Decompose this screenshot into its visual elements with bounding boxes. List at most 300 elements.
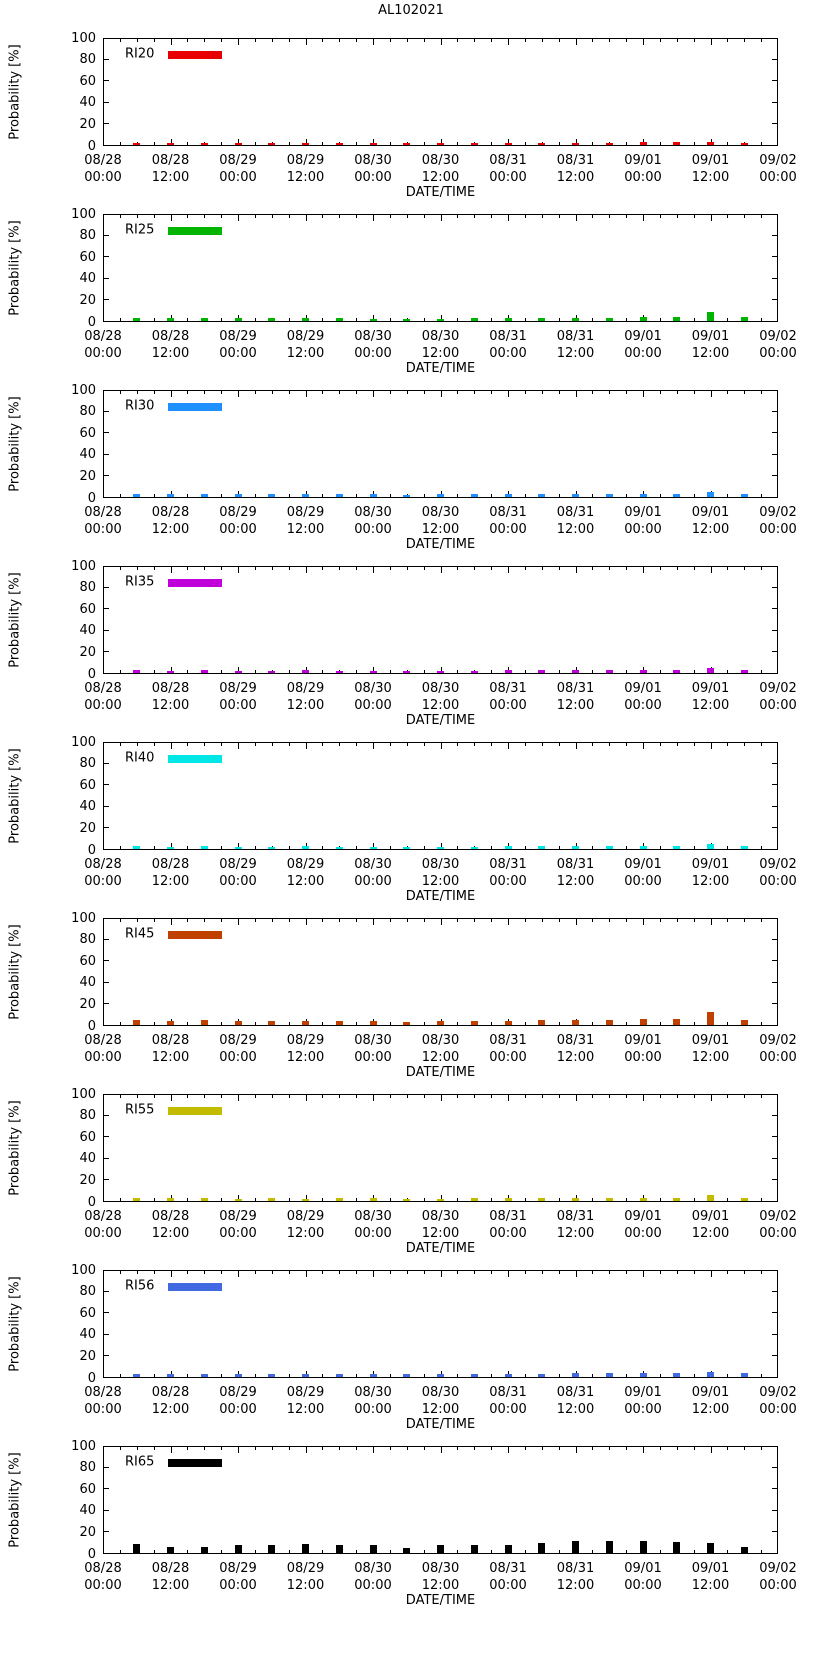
x-tick-mark [221,1447,222,1450]
panel-ri45 [0,910,822,1094]
y-tick-mark [104,1291,109,1292]
x-tick-mark [457,318,458,321]
y-tick-mark [772,1488,777,1489]
x-tick-mark [761,1550,762,1553]
y-tick-mark [104,1334,109,1335]
x-tick-mark [744,1095,745,1098]
x-tick-mark [306,39,307,45]
y-tick-label: 60 [79,953,96,969]
x-tick-time: 00:00 [354,346,392,361]
y-tick-mark [772,763,777,764]
x-tick-mark [711,1271,712,1277]
x-tick-mark [525,567,526,570]
x-tick-mark [626,1271,627,1274]
legend-label: RI55 [125,1102,155,1118]
x-tick-label [473,1560,543,1594]
x-tick-time: 00:00 [219,522,257,537]
x-tick-mark [744,391,745,394]
legend [125,44,222,62]
x-tick-mark [491,919,492,922]
y-tick-mark [772,827,777,828]
bar [370,1021,377,1025]
x-tick-time: 12:00 [151,1578,190,1593]
x-tick-time: 00:00 [489,698,527,713]
x-tick-mark [221,567,222,570]
x-tick-mark [761,142,762,145]
panel-ri65 [0,1438,822,1622]
y-tick-label: 100 [71,558,96,574]
x-tick-date: 08/29 [219,1385,257,1400]
x-tick-mark [643,919,644,925]
x-tick-mark [424,567,425,570]
x-tick-label [608,1560,678,1594]
x-tick-mark [761,1022,762,1025]
y-tick-mark [772,1355,777,1356]
x-tick-time: 12:00 [421,874,460,889]
y-tick-mark [104,939,109,940]
x-tick-time: 12:00 [691,1050,730,1065]
y-tick-mark [772,1510,777,1511]
y-tick-label: 100 [71,1262,96,1278]
x-tick-mark [694,1271,695,1274]
x-tick-mark [390,1374,391,1377]
x-tick-mark [322,670,323,673]
x-tick-mark [373,743,374,749]
x-tick-mark [694,743,695,746]
x-tick-date: 08/28 [151,505,190,520]
y-tick-mark [772,102,777,103]
x-tick-time: 12:00 [556,1226,595,1241]
x-tick-mark [626,391,627,394]
x-tick-mark [474,391,475,394]
y-tick-mark [772,784,777,785]
x-tick-time: 12:00 [691,1578,730,1593]
x-tick-mark [154,1198,155,1201]
x-tick-label [406,1032,476,1066]
x-tick-time: 00:00 [759,346,797,361]
x-tick-mark [255,1447,256,1450]
y-tick-label: 80 [79,52,96,68]
y-tick-mark [772,475,777,476]
x-tick-label [136,1032,206,1066]
y-tick-mark [104,784,109,785]
x-tick-mark [542,215,543,218]
bar [133,670,140,673]
y-tick-mark [772,1334,777,1335]
x-tick-mark [727,318,728,321]
x-tick-mark [744,1271,745,1274]
x-tick-time: 00:00 [759,170,797,185]
x-tick-mark [525,1447,526,1450]
x-tick-mark [491,1447,492,1450]
x-tick-mark [238,391,239,397]
x-tick-mark [441,1095,442,1101]
x-tick-label [406,328,476,362]
x-tick-date: 08/29 [286,681,325,696]
x-tick-mark [559,1095,560,1098]
y-tick-mark [104,1003,109,1004]
x-tick-mark [424,1198,425,1201]
y-tick-mark [772,1136,777,1137]
x-tick-label [271,1208,341,1242]
x-tick-time: 12:00 [421,522,460,537]
bar [471,1374,478,1377]
x-tick-mark [390,1022,391,1025]
legend-swatch [168,755,222,763]
x-tick-mark [491,391,492,394]
legend-label: RI45 [125,926,155,942]
x-tick-label [541,1208,611,1242]
x-tick-label [406,1384,476,1418]
x-tick-date: 08/30 [354,1561,392,1576]
x-tick-mark [694,1198,695,1201]
y-axis-title: Probability [%] [7,1100,23,1196]
y-tick-label: 40 [79,799,96,815]
x-tick-mark [255,494,256,497]
x-tick-mark [761,1447,762,1450]
bar [538,143,545,145]
x-tick-mark [711,1095,712,1101]
y-tick-mark [104,123,109,124]
x-tick-mark [761,39,762,42]
x-tick-mark [559,318,560,321]
x-tick-mark [154,567,155,570]
x-tick-mark [643,743,644,749]
x-tick-mark [761,1374,762,1377]
x-tick-mark [474,1095,475,1098]
x-tick-label [743,856,813,890]
bar [201,846,208,849]
y-tick-label: 40 [79,1151,96,1167]
x-tick-mark [592,1550,593,1553]
bar [302,670,309,673]
x-tick-mark [457,919,458,922]
x-tick-mark [559,1374,560,1377]
x-tick-mark [339,743,340,746]
y-tick-mark [772,299,777,300]
bar [437,494,444,497]
bar [673,494,680,497]
x-tick-mark [592,142,593,145]
x-tick-mark [626,1095,627,1098]
x-tick-mark [289,215,290,218]
x-tick-mark [238,1271,239,1277]
bar [437,319,444,321]
x-tick-mark [727,1550,728,1553]
y-tick-mark [772,278,777,279]
x-tick-time: 12:00 [286,1050,325,1065]
x-tick-time: 12:00 [151,522,190,537]
x-tick-label [406,1560,476,1594]
x-tick-date: 08/31 [556,329,595,344]
x-tick-mark [154,318,155,321]
legend-label: RI20 [125,46,155,62]
x-tick-mark [592,215,593,218]
bar [268,1198,275,1201]
bar [471,318,478,321]
bar [201,318,208,321]
x-tick-mark [272,567,273,570]
y-tick-mark [772,651,777,652]
bar [538,1374,545,1377]
x-tick-mark [559,846,560,849]
x-axis-title: DATE/TIME [405,1241,476,1256]
x-tick-mark [457,846,458,849]
x-tick-time: 12:00 [286,1578,325,1593]
x-tick-mark [289,1095,290,1098]
x-tick-mark [339,215,340,218]
x-tick-date: 08/29 [219,329,257,344]
x-tick-mark [289,567,290,570]
x-tick-mark [525,1550,526,1553]
legend-swatch [168,1107,222,1115]
bar [235,494,242,497]
x-tick-mark [407,215,408,218]
x-tick-time: 00:00 [84,170,122,185]
x-tick-time: 00:00 [489,1226,527,1241]
x-tick-mark [525,39,526,42]
x-tick-mark [643,1447,644,1453]
x-tick-mark [609,919,610,922]
x-tick-label [203,1560,273,1594]
bar [167,1021,174,1025]
x-tick-mark [187,846,188,849]
x-tick-time: 00:00 [354,1578,392,1593]
x-tick-label [676,1032,746,1066]
x-tick-mark [390,919,391,922]
y-axis-title: Probability [%] [7,924,23,1020]
legend [125,1452,222,1470]
x-tick-mark [322,1198,323,1201]
x-tick-mark [508,1095,509,1101]
x-tick-mark [694,1095,695,1098]
x-tick-label [406,680,476,714]
x-tick-mark [154,846,155,849]
x-tick-mark [457,1022,458,1025]
x-tick-date: 08/30 [354,681,392,696]
x-tick-mark [356,1022,357,1025]
x-tick-label [136,856,206,890]
x-tick-mark [559,494,560,497]
bar [538,846,545,849]
x-tick-date: 09/01 [691,329,730,344]
x-tick-mark [322,743,323,746]
bar [302,1544,309,1553]
y-tick-mark [104,960,109,961]
x-tick-label [676,328,746,362]
bar [403,319,410,321]
x-tick-mark [660,142,661,145]
bar [640,1198,647,1201]
x-tick-mark [356,1271,357,1274]
y-tick-mark [772,235,777,236]
x-tick-label [608,680,678,714]
x-tick-mark [322,318,323,321]
x-tick-mark [221,1095,222,1098]
x-tick-label [136,1384,206,1418]
y-tick-mark [104,1158,109,1159]
x-axis-title: DATE/TIME [405,1593,476,1608]
x-tick-label [473,680,543,714]
x-tick-mark [457,743,458,746]
x-tick-mark [457,1447,458,1450]
x-tick-mark [525,1374,526,1377]
x-tick-label [338,1560,408,1594]
bar [302,846,309,849]
x-tick-mark [660,919,661,922]
y-tick-label: 20 [79,996,96,1012]
x-tick-mark [154,494,155,497]
x-tick-mark [339,919,340,922]
x-tick-mark [120,1095,121,1098]
bar [606,318,613,321]
x-tick-mark [525,670,526,673]
x-tick-date: 09/01 [624,505,662,520]
x-tick-mark [727,1447,728,1450]
x-tick-time: 00:00 [489,522,527,537]
bar [133,1198,140,1201]
panel-ri20 [0,30,822,214]
x-tick-mark [491,1198,492,1201]
bar [673,1542,680,1553]
x-tick-date: 08/29 [219,1561,257,1576]
bar [606,1198,613,1201]
x-tick-mark [626,1550,627,1553]
x-tick-mark [660,1271,661,1274]
bar [302,318,309,321]
x-tick-mark [727,1271,728,1274]
bar [302,1374,309,1377]
x-tick-time: 00:00 [219,874,257,889]
x-tick-mark [694,391,695,394]
x-tick-mark [154,743,155,746]
x-tick-mark [187,142,188,145]
legend [125,572,222,590]
x-tick-time: 00:00 [219,170,257,185]
x-tick-mark [154,1374,155,1377]
x-tick-mark [322,919,323,922]
x-tick-mark [424,391,425,394]
bar [673,1198,680,1201]
y-tick-label: 40 [79,95,96,111]
x-tick-label [473,1032,543,1066]
x-tick-mark [609,215,610,218]
x-tick-mark [339,391,340,394]
x-tick-date: 08/31 [556,1561,595,1576]
panel-ri30 [0,382,822,566]
x-tick-mark [694,919,695,922]
x-tick-mark [322,215,323,218]
x-tick-time: 12:00 [286,346,325,361]
y-tick-mark [104,299,109,300]
y-tick-label: 100 [71,30,96,46]
x-tick-date: 08/29 [219,857,257,872]
bar [741,670,748,673]
x-tick-mark [322,1271,323,1274]
bar [235,1021,242,1025]
x-tick-mark [221,39,222,42]
x-tick-label [203,1384,273,1418]
x-tick-time: 12:00 [556,1578,595,1593]
y-tick-mark [772,630,777,631]
x-tick-mark [727,1374,728,1377]
x-tick-mark [474,567,475,570]
x-tick-mark [424,39,425,42]
x-tick-label [338,856,408,890]
bar [403,495,410,497]
x-tick-mark [407,1447,408,1450]
bar [640,846,647,849]
x-tick-mark [576,1095,577,1101]
x-tick-date: 08/30 [421,329,460,344]
x-tick-mark [221,1198,222,1201]
x-tick-label [338,504,408,538]
legend-swatch [168,931,222,939]
x-tick-date: 08/28 [84,857,122,872]
x-tick-mark [137,1095,138,1098]
x-tick-mark [643,39,644,45]
x-tick-mark [306,743,307,749]
x-tick-time: 00:00 [759,698,797,713]
x-tick-label [541,1560,611,1594]
x-tick-time: 12:00 [556,874,595,889]
y-tick-mark [104,630,109,631]
y-tick-mark [772,454,777,455]
x-tick-label [338,328,408,362]
legend [125,1276,222,1294]
x-tick-mark [289,1271,290,1274]
x-tick-date: 08/31 [489,329,527,344]
x-tick-mark [525,215,526,218]
x-tick-mark [660,494,661,497]
x-tick-mark [356,1095,357,1098]
x-tick-mark [441,391,442,397]
x-tick-date: 08/31 [489,153,527,168]
y-tick-mark [104,1179,109,1180]
x-tick-mark [457,1095,458,1098]
bar [741,494,748,497]
x-tick-date: 08/31 [556,1385,595,1400]
x-tick-date: 08/28 [84,329,122,344]
x-tick-mark [508,919,509,925]
x-tick-mark [677,215,678,218]
bar [370,143,377,145]
x-tick-mark [542,743,543,746]
bar [640,494,647,497]
bar [133,494,140,497]
x-tick-time: 00:00 [84,874,122,889]
bar [471,1198,478,1201]
x-tick-time: 00:00 [624,698,662,713]
bar [268,143,275,145]
page-title: AL102021 [378,3,444,18]
x-tick-mark [424,919,425,922]
x-tick-mark [424,1022,425,1025]
x-tick-date: 08/28 [151,1561,190,1576]
x-tick-time: 00:00 [489,346,527,361]
x-tick-mark [272,743,273,746]
x-tick-mark [744,743,745,746]
bar [201,1020,208,1025]
x-tick-mark [306,1095,307,1101]
x-tick-mark [120,743,121,746]
x-tick-mark [390,846,391,849]
x-tick-mark [474,919,475,922]
x-tick-time: 12:00 [151,1226,190,1241]
y-tick-label: 20 [79,820,96,836]
x-tick-mark [576,743,577,749]
y-tick-label: 60 [79,1129,96,1145]
